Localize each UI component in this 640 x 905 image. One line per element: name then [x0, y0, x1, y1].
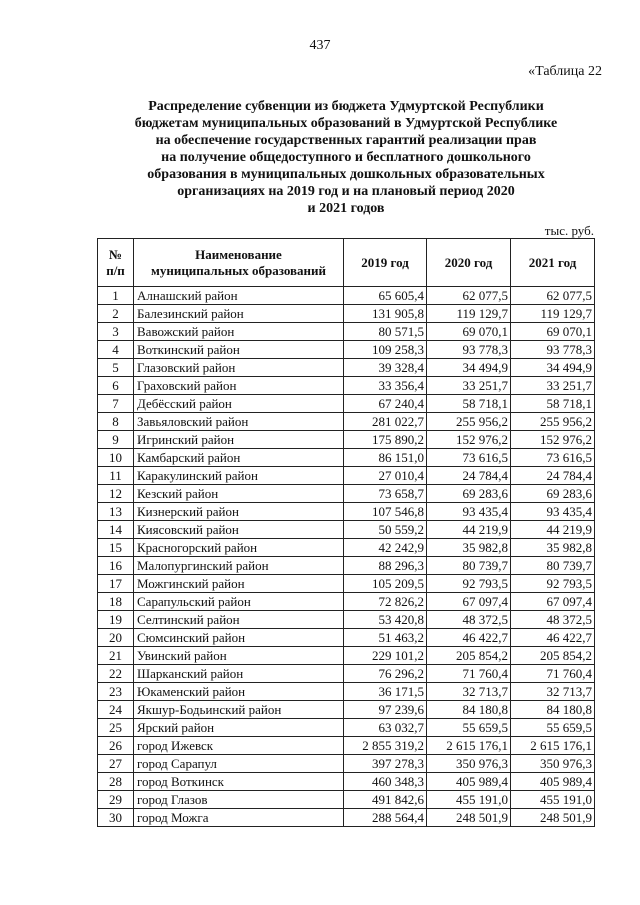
table-body: [98, 287, 595, 827]
row-value-2019: 2 855 319,2: [344, 737, 427, 755]
row-municipality-name: Увинский район: [134, 647, 344, 665]
table-row: [98, 593, 595, 611]
row-value-2021: 455 191,0: [511, 791, 595, 809]
title-line: организациях на 2019 год и на плановый период 2020: [177, 184, 515, 199]
row-value-2019: 72 826,2: [344, 593, 427, 611]
subvention-table: [97, 238, 595, 827]
title-line: бюджетам муниципальных образований в Удмуртской Республике: [134, 116, 558, 131]
row-value-2021: 32 713,7: [511, 683, 595, 701]
row-value-2021: 46 422,7: [511, 629, 595, 647]
row-number: 4: [98, 341, 134, 359]
row-municipality-name: Алнашский район: [134, 287, 344, 305]
row-number: 2: [98, 305, 134, 323]
row-value-2021: 2 615 176,1: [511, 737, 595, 755]
table-row: [98, 377, 595, 395]
row-value-2019: 42 242,9: [344, 539, 427, 557]
row-municipality-name: Якшур-Бодьинский район: [134, 701, 344, 719]
row-municipality-name: Кезский район: [134, 485, 344, 503]
row-number: 18: [98, 593, 134, 611]
row-number: 15: [98, 539, 134, 557]
row-value-2019: 67 240,4: [344, 395, 427, 413]
row-value-2019: 460 348,3: [344, 773, 427, 791]
row-number: 13: [98, 503, 134, 521]
table-row: [98, 611, 595, 629]
row-value-2021: 152 976,2: [511, 431, 595, 449]
row-value-2019: 53 420,8: [344, 611, 427, 629]
row-value-2020: 255 956,2: [427, 413, 511, 431]
title-line: Распределение субвенции из бюджета Удмуртской Республики: [148, 99, 544, 114]
row-value-2019: 65 605,4: [344, 287, 427, 305]
row-value-2020: 73 616,5: [427, 449, 511, 467]
units-label: тыс. руб.: [544, 223, 594, 238]
table-row: [98, 359, 595, 377]
header-number: [98, 239, 134, 287]
row-municipality-name: Кизнерский район: [134, 503, 344, 521]
row-value-2019: 27 010,4: [344, 467, 427, 485]
row-municipality-name: Вавожский район: [134, 323, 344, 341]
row-number: 5: [98, 359, 134, 377]
row-value-2021: 119 129,7: [511, 305, 595, 323]
row-value-2020: 80 739,7: [427, 557, 511, 575]
row-value-2020: 35 982,8: [427, 539, 511, 557]
row-value-2020: 44 219,9: [427, 521, 511, 539]
row-municipality-name: Сюмсинский район: [134, 629, 344, 647]
row-value-2020: 93 435,4: [427, 503, 511, 521]
table-row: [98, 467, 595, 485]
row-value-2021: 55 659,5: [511, 719, 595, 737]
row-value-2021: 44 219,9: [511, 521, 595, 539]
row-municipality-name: Ярский район: [134, 719, 344, 737]
row-number: 10: [98, 449, 134, 467]
row-value-2019: 80 571,5: [344, 323, 427, 341]
row-municipality-name: Юкаменский район: [134, 683, 344, 701]
row-number: 12: [98, 485, 134, 503]
table-row: [98, 809, 595, 827]
row-number: 11: [98, 467, 134, 485]
row-number: 20: [98, 629, 134, 647]
row-value-2021: 405 989,4: [511, 773, 595, 791]
row-municipality-name: город Воткинск: [134, 773, 344, 791]
table-row: [98, 305, 595, 323]
row-value-2020: 248 501,9: [427, 809, 511, 827]
row-municipality-name: Дебёсский район: [134, 395, 344, 413]
row-value-2019: 229 101,2: [344, 647, 427, 665]
row-value-2020: 350 976,3: [427, 755, 511, 773]
table-row: [98, 647, 595, 665]
row-value-2019: 175 890,2: [344, 431, 427, 449]
row-number: 23: [98, 683, 134, 701]
row-municipality-name: Глазовский район: [134, 359, 344, 377]
row-number: 22: [98, 665, 134, 683]
row-municipality-name: Малопургинский район: [134, 557, 344, 575]
table-row: [98, 683, 595, 701]
row-value-2019: 50 559,2: [344, 521, 427, 539]
row-value-2019: 131 905,8: [344, 305, 427, 323]
header-name: [134, 239, 344, 287]
row-value-2021: 255 956,2: [511, 413, 595, 431]
row-value-2020: 2 615 176,1: [427, 737, 511, 755]
table-row: [98, 323, 595, 341]
row-number: 9: [98, 431, 134, 449]
row-value-2021: 35 982,8: [511, 539, 595, 557]
row-value-2020: 455 191,0: [427, 791, 511, 809]
row-municipality-name: город Можга: [134, 809, 344, 827]
table-label: «Таблица 22: [528, 64, 602, 79]
table-row: [98, 629, 595, 647]
row-value-2021: 33 251,7: [511, 377, 595, 395]
table-row: [98, 449, 595, 467]
row-value-2020: 33 251,7: [427, 377, 511, 395]
row-value-2021: 92 793,5: [511, 575, 595, 593]
row-value-2021: 67 097,4: [511, 593, 595, 611]
row-value-2021: 62 077,5: [511, 287, 595, 305]
row-number: 8: [98, 413, 134, 431]
row-value-2020: 71 760,4: [427, 665, 511, 683]
title-line: образования в муниципальных дошкольных образовательных: [147, 167, 545, 182]
title-line: и 2021 годов: [307, 201, 385, 216]
row-number: 16: [98, 557, 134, 575]
header-number-line2: п/п: [106, 262, 125, 278]
row-value-2020: 405 989,4: [427, 773, 511, 791]
row-value-2019: 51 463,2: [344, 629, 427, 647]
table-row: [98, 431, 595, 449]
table-row: [98, 503, 595, 521]
row-value-2021: 248 501,9: [511, 809, 595, 827]
row-value-2019: 63 032,7: [344, 719, 427, 737]
row-value-2020: 84 180,8: [427, 701, 511, 719]
row-value-2019: 109 258,3: [344, 341, 427, 359]
table-row: [98, 521, 595, 539]
table-row: [98, 665, 595, 683]
row-municipality-name: Граховский район: [134, 377, 344, 395]
row-number: 7: [98, 395, 134, 413]
table-row: [98, 575, 595, 593]
table-row: [98, 539, 595, 557]
row-value-2020: 67 097,4: [427, 593, 511, 611]
header-2019: 2019 год: [344, 239, 427, 287]
table-row: [98, 341, 595, 359]
row-municipality-name: Игринский район: [134, 431, 344, 449]
row-value-2021: 34 494,9: [511, 359, 595, 377]
row-value-2019: 491 842,6: [344, 791, 427, 809]
table-row: [98, 413, 595, 431]
table-row: [98, 719, 595, 737]
row-value-2020: 69 070,1: [427, 323, 511, 341]
row-number: 27: [98, 755, 134, 773]
row-value-2020: 69 283,6: [427, 485, 511, 503]
row-number: 6: [98, 377, 134, 395]
row-value-2021: 205 854,2: [511, 647, 595, 665]
row-value-2021: 80 739,7: [511, 557, 595, 575]
row-value-2020: 58 718,1: [427, 395, 511, 413]
page-number: 437: [309, 38, 331, 53]
row-number: 14: [98, 521, 134, 539]
table-row: [98, 755, 595, 773]
row-value-2019: 105 209,5: [344, 575, 427, 593]
row-value-2021: 93 435,4: [511, 503, 595, 521]
row-municipality-name: Шарканский район: [134, 665, 344, 683]
row-value-2021: 24 784,4: [511, 467, 595, 485]
table-row: [98, 287, 595, 305]
row-municipality-name: Воткинский район: [134, 341, 344, 359]
row-value-2021: 48 372,5: [511, 611, 595, 629]
row-municipality-name: Селтинский район: [134, 611, 344, 629]
row-value-2019: 88 296,3: [344, 557, 427, 575]
row-number: 3: [98, 323, 134, 341]
header-2021: 2021 год: [511, 239, 595, 287]
row-value-2020: 55 659,5: [427, 719, 511, 737]
document-title: [96, 98, 596, 217]
row-municipality-name: Балезинский район: [134, 305, 344, 323]
row-value-2020: 32 713,7: [427, 683, 511, 701]
row-municipality-name: город Глазов: [134, 791, 344, 809]
row-value-2019: 73 658,7: [344, 485, 427, 503]
header-2020: 2020 год: [427, 239, 511, 287]
header-name-line1: Наименование: [195, 246, 282, 262]
table-header-row: [98, 239, 595, 287]
header-number-line1: №: [108, 246, 123, 262]
row-value-2020: 119 129,7: [427, 305, 511, 323]
row-value-2021: 73 616,5: [511, 449, 595, 467]
row-number: 25: [98, 719, 134, 737]
row-value-2019: 39 328,4: [344, 359, 427, 377]
table-row: [98, 773, 595, 791]
row-value-2019: 288 564,4: [344, 809, 427, 827]
row-municipality-name: Можгинский район: [134, 575, 344, 593]
row-value-2020: 24 784,4: [427, 467, 511, 485]
row-number: 24: [98, 701, 134, 719]
row-number: 28: [98, 773, 134, 791]
row-value-2021: 84 180,8: [511, 701, 595, 719]
row-value-2019: 36 171,5: [344, 683, 427, 701]
row-municipality-name: Завьяловский район: [134, 413, 344, 431]
table-row: [98, 791, 595, 809]
table-row: [98, 701, 595, 719]
row-number: 1: [98, 287, 134, 305]
row-value-2020: 34 494,9: [427, 359, 511, 377]
table-row: [98, 485, 595, 503]
row-value-2021: 350 976,3: [511, 755, 595, 773]
row-number: 19: [98, 611, 134, 629]
table-row: [98, 395, 595, 413]
row-municipality-name: Красногорский район: [134, 539, 344, 557]
row-value-2021: 71 760,4: [511, 665, 595, 683]
row-value-2019: 97 239,6: [344, 701, 427, 719]
row-value-2020: 205 854,2: [427, 647, 511, 665]
row-value-2020: 48 372,5: [427, 611, 511, 629]
row-number: 30: [98, 809, 134, 827]
row-number: 21: [98, 647, 134, 665]
row-value-2020: 93 778,3: [427, 341, 511, 359]
row-municipality-name: Киясовский район: [134, 521, 344, 539]
row-municipality-name: город Ижевск: [134, 737, 344, 755]
row-municipality-name: город Сарапул: [134, 755, 344, 773]
row-value-2020: 46 422,7: [427, 629, 511, 647]
row-value-2021: 69 070,1: [511, 323, 595, 341]
row-municipality-name: Каракулинский район: [134, 467, 344, 485]
row-municipality-name: Камбарский район: [134, 449, 344, 467]
header-name-line2: муниципальных образований: [150, 262, 327, 278]
row-number: 17: [98, 575, 134, 593]
row-value-2019: 397 278,3: [344, 755, 427, 773]
row-value-2021: 93 778,3: [511, 341, 595, 359]
title-line: на обеспечение государственных гарантий реализации прав: [155, 133, 537, 148]
row-value-2020: 92 793,5: [427, 575, 511, 593]
row-value-2020: 62 077,5: [427, 287, 511, 305]
row-value-2021: 58 718,1: [511, 395, 595, 413]
row-value-2020: 152 976,2: [427, 431, 511, 449]
row-value-2021: 69 283,6: [511, 485, 595, 503]
row-value-2019: 76 296,2: [344, 665, 427, 683]
table-row: [98, 557, 595, 575]
row-value-2019: 33 356,4: [344, 377, 427, 395]
table-row: [98, 737, 595, 755]
row-number: 26: [98, 737, 134, 755]
row-value-2019: 86 151,0: [344, 449, 427, 467]
row-value-2019: 281 022,7: [344, 413, 427, 431]
row-number: 29: [98, 791, 134, 809]
row-municipality-name: Сарапульский район: [134, 593, 344, 611]
row-value-2019: 107 546,8: [344, 503, 427, 521]
title-line: на получение общедоступного и бесплатного дошкольного: [161, 150, 531, 165]
